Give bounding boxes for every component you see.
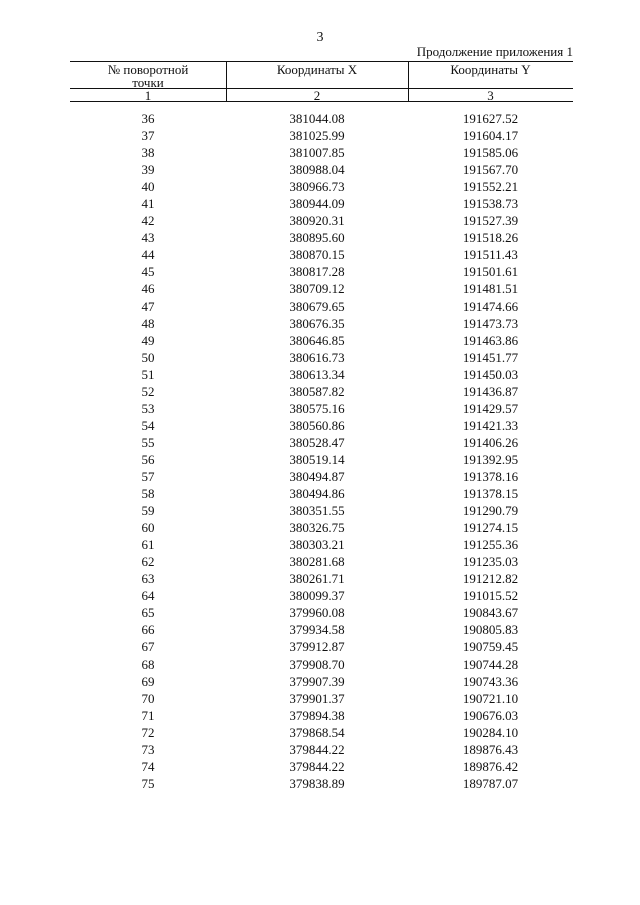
coord-x-cell: 381025.99 bbox=[289, 128, 345, 144]
coord-y-cell: 191518.26 bbox=[462, 230, 519, 246]
column-number-2: 2 bbox=[313, 88, 321, 103]
coord-x-cell: 380494.87 bbox=[289, 468, 345, 484]
coord-x-cell: 379894.38 bbox=[289, 707, 345, 723]
table-row bbox=[70, 485, 573, 502]
point-number-cell: 49 bbox=[141, 332, 155, 348]
table-row bbox=[70, 332, 573, 349]
point-number-cell: 41 bbox=[141, 196, 155, 212]
coord-y-cell: 191567.70 bbox=[462, 162, 519, 178]
point-number-cell: 74 bbox=[141, 758, 155, 774]
coord-y-cell: 189876.43 bbox=[462, 741, 519, 757]
table-row bbox=[70, 161, 573, 178]
coord-x-cell: 379901.37 bbox=[289, 690, 345, 706]
coord-x-cell: 380988.04 bbox=[289, 162, 345, 178]
coord-y-cell: 191392.95 bbox=[462, 451, 519, 467]
coord-x-cell: 380895.60 bbox=[289, 230, 345, 246]
header-coord-x: Координаты X bbox=[276, 62, 358, 77]
table-row bbox=[70, 707, 573, 724]
coord-y-cell: 190676.03 bbox=[462, 707, 519, 723]
table-row bbox=[70, 280, 573, 297]
coord-y-cell: 191421.33 bbox=[462, 417, 519, 433]
point-number-cell: 44 bbox=[141, 247, 155, 263]
coord-x-cell: 380870.15 bbox=[289, 247, 345, 263]
point-number-cell: 56 bbox=[141, 451, 155, 467]
coord-y-cell: 191255.36 bbox=[462, 537, 519, 553]
point-number-cell: 55 bbox=[141, 434, 155, 450]
coord-y-cell: 191429.57 bbox=[462, 400, 519, 416]
coord-y-cell: 190805.83 bbox=[462, 622, 519, 638]
coord-y-cell: 190743.36 bbox=[462, 673, 519, 689]
coord-x-cell: 379838.89 bbox=[289, 775, 345, 791]
table-row bbox=[70, 638, 573, 655]
page-number: 3 bbox=[316, 30, 324, 45]
point-number-cell: 43 bbox=[141, 230, 155, 246]
point-number-cell: 60 bbox=[141, 520, 155, 536]
header-point-line1: № поворотной bbox=[107, 62, 189, 77]
coord-y-cell: 191290.79 bbox=[462, 503, 519, 519]
point-number-cell: 73 bbox=[141, 741, 155, 757]
table-row bbox=[70, 741, 573, 758]
table-row bbox=[70, 468, 573, 485]
point-number-cell: 58 bbox=[141, 486, 155, 502]
table-row bbox=[70, 349, 573, 366]
table-row bbox=[70, 621, 573, 638]
point-number-cell: 51 bbox=[141, 366, 155, 382]
coord-y-cell: 191274.15 bbox=[462, 520, 519, 536]
table-header bbox=[70, 61, 573, 103]
coord-y-cell: 191627.52 bbox=[462, 111, 519, 126]
coord-x-cell: 380261.71 bbox=[289, 571, 345, 587]
coord-x-cell: 380944.09 bbox=[289, 196, 345, 212]
coord-x-cell: 380676.35 bbox=[289, 315, 345, 331]
coord-x-cell: 379912.87 bbox=[289, 639, 345, 655]
table-row bbox=[70, 553, 573, 570]
point-number-cell: 54 bbox=[141, 417, 155, 433]
point-number-cell: 66 bbox=[141, 622, 155, 638]
column-number-1: 1 bbox=[144, 88, 152, 103]
coord-x-cell: 380519.14 bbox=[289, 451, 345, 467]
coord-y-cell: 189787.07 bbox=[462, 775, 519, 791]
point-number-cell: 62 bbox=[141, 554, 155, 570]
coord-y-cell: 191406.26 bbox=[462, 434, 519, 450]
point-number-cell: 64 bbox=[141, 588, 155, 604]
point-number-cell: 40 bbox=[141, 179, 155, 195]
table-row bbox=[70, 570, 573, 587]
table-row bbox=[70, 587, 573, 604]
point-number-cell: 53 bbox=[141, 400, 155, 416]
coord-x-cell: 380920.31 bbox=[289, 213, 345, 229]
coord-y-cell: 191451.77 bbox=[462, 349, 519, 365]
table-row bbox=[70, 315, 573, 332]
coord-x-cell: 380613.34 bbox=[289, 366, 345, 382]
header-coord-y: Координаты Y bbox=[450, 62, 531, 77]
coord-x-cell: 381007.85 bbox=[289, 145, 345, 161]
coord-y-cell: 191212.82 bbox=[462, 571, 519, 587]
coord-y-cell: 191378.15 bbox=[462, 486, 519, 502]
table-row bbox=[70, 110, 573, 127]
point-number-cell: 36 bbox=[141, 111, 155, 126]
table-row bbox=[70, 451, 573, 468]
coord-x-cell: 381044.08 bbox=[289, 111, 345, 126]
point-number-cell: 71 bbox=[141, 707, 155, 723]
coord-x-cell: 380351.55 bbox=[289, 503, 345, 519]
point-number-cell: 57 bbox=[141, 468, 155, 484]
column-number-3: 3 bbox=[487, 88, 494, 103]
point-number-cell: 50 bbox=[141, 349, 155, 365]
coord-y-cell: 191235.03 bbox=[462, 554, 519, 570]
table-row bbox=[70, 383, 573, 400]
table-row bbox=[70, 263, 573, 280]
table-row bbox=[70, 178, 573, 195]
table-row bbox=[70, 604, 573, 621]
point-number-cell: 65 bbox=[141, 605, 155, 621]
table-row bbox=[70, 212, 573, 229]
table-row bbox=[70, 536, 573, 553]
table-row bbox=[70, 366, 573, 383]
coord-x-cell: 380303.21 bbox=[289, 537, 345, 553]
table-row bbox=[70, 417, 573, 434]
coord-y-cell: 191463.86 bbox=[462, 332, 519, 348]
point-number-cell: 63 bbox=[141, 571, 155, 587]
point-number-cell: 68 bbox=[141, 656, 155, 672]
coord-x-cell: 379844.22 bbox=[289, 758, 345, 774]
coord-x-cell: 380326.75 bbox=[289, 520, 345, 536]
point-number-cell: 47 bbox=[141, 298, 155, 314]
point-number-cell: 69 bbox=[141, 673, 155, 689]
coord-y-cell: 191552.21 bbox=[462, 179, 519, 195]
point-number-cell: 52 bbox=[141, 383, 155, 399]
header-point-number bbox=[70, 63, 226, 89]
coord-x-cell: 380966.73 bbox=[289, 179, 345, 195]
point-number-cell: 39 bbox=[141, 162, 155, 178]
coord-x-cell: 380587.82 bbox=[289, 383, 345, 399]
point-number-cell: 70 bbox=[141, 690, 155, 706]
point-number-cell: 38 bbox=[141, 145, 155, 161]
coord-x-cell: 380646.85 bbox=[289, 332, 345, 348]
coord-x-cell: 380560.86 bbox=[289, 417, 345, 433]
table-row bbox=[70, 298, 573, 315]
coord-y-cell: 191604.17 bbox=[462, 128, 519, 144]
point-number-cell: 46 bbox=[141, 281, 155, 297]
coord-x-cell: 380679.65 bbox=[289, 298, 345, 314]
table-row bbox=[70, 195, 573, 212]
coord-y-cell: 191511.43 bbox=[463, 247, 518, 263]
coord-x-cell: 380575.16 bbox=[289, 400, 345, 416]
coord-x-cell: 379907.39 bbox=[289, 673, 345, 689]
coord-x-cell: 380528.47 bbox=[289, 434, 345, 450]
coord-y-cell: 191450.03 bbox=[462, 366, 519, 382]
table-row bbox=[70, 656, 573, 673]
table-row bbox=[70, 724, 573, 741]
header-point-line2: точки bbox=[132, 75, 164, 90]
coord-x-cell: 379868.54 bbox=[289, 724, 345, 740]
point-number-cell: 61 bbox=[141, 537, 155, 553]
coord-x-cell: 380099.37 bbox=[289, 588, 345, 604]
coord-y-cell: 191481.51 bbox=[462, 281, 519, 297]
table-row bbox=[70, 690, 573, 707]
coord-x-cell: 380494.86 bbox=[289, 486, 345, 502]
coord-y-cell: 190721.10 bbox=[462, 690, 519, 706]
point-number-cell: 59 bbox=[141, 503, 155, 519]
table-row bbox=[70, 434, 573, 451]
table-row bbox=[70, 519, 573, 536]
coord-x-cell: 379844.22 bbox=[289, 741, 345, 757]
table-row bbox=[70, 400, 573, 417]
coord-x-cell: 380817.28 bbox=[289, 264, 345, 280]
point-number-cell: 45 bbox=[141, 264, 155, 280]
table-row bbox=[70, 144, 573, 161]
table-row bbox=[70, 673, 573, 690]
table-row bbox=[70, 229, 573, 246]
table-row bbox=[70, 502, 573, 519]
coord-y-cell: 191501.61 bbox=[462, 264, 519, 280]
coord-x-cell: 380281.68 bbox=[289, 554, 345, 570]
table-row bbox=[70, 775, 573, 792]
point-number-cell: 37 bbox=[141, 128, 155, 144]
coord-y-cell: 190744.28 bbox=[462, 656, 519, 672]
point-number-cell: 72 bbox=[141, 724, 155, 740]
coord-y-cell: 191474.66 bbox=[462, 298, 519, 314]
table-row bbox=[70, 758, 573, 775]
coord-y-cell: 190284.10 bbox=[462, 724, 519, 740]
coord-y-cell: 190843.67 bbox=[462, 605, 519, 621]
point-number-cell: 48 bbox=[141, 315, 155, 331]
coord-y-cell: 191015.52 bbox=[462, 588, 519, 604]
coord-y-cell: 191527.39 bbox=[462, 213, 519, 229]
coordinates-table-body bbox=[70, 110, 573, 792]
coord-y-cell: 190759.45 bbox=[462, 639, 519, 655]
coord-x-cell: 380616.73 bbox=[289, 349, 345, 365]
coord-x-cell: 380709.12 bbox=[289, 281, 345, 297]
point-number-cell: 75 bbox=[141, 775, 155, 791]
table-row bbox=[70, 246, 573, 263]
appendix-continuation-label: Продолжение приложения 1 bbox=[416, 44, 573, 59]
table-row bbox=[70, 127, 573, 144]
coord-y-cell: 191378.16 bbox=[462, 468, 519, 484]
point-number-cell: 42 bbox=[141, 213, 155, 229]
coord-x-cell: 379960.08 bbox=[289, 605, 345, 621]
coord-y-cell: 191473.73 bbox=[462, 315, 519, 331]
point-number-cell: 67 bbox=[141, 639, 155, 655]
coord-x-cell: 379934.58 bbox=[289, 622, 345, 638]
coord-x-cell: 379908.70 bbox=[289, 656, 345, 672]
coord-y-cell: 191538.73 bbox=[462, 196, 519, 212]
coord-y-cell: 189876.42 bbox=[462, 758, 519, 774]
coord-y-cell: 191436.87 bbox=[462, 383, 519, 399]
coord-y-cell: 191585.06 bbox=[462, 145, 519, 161]
